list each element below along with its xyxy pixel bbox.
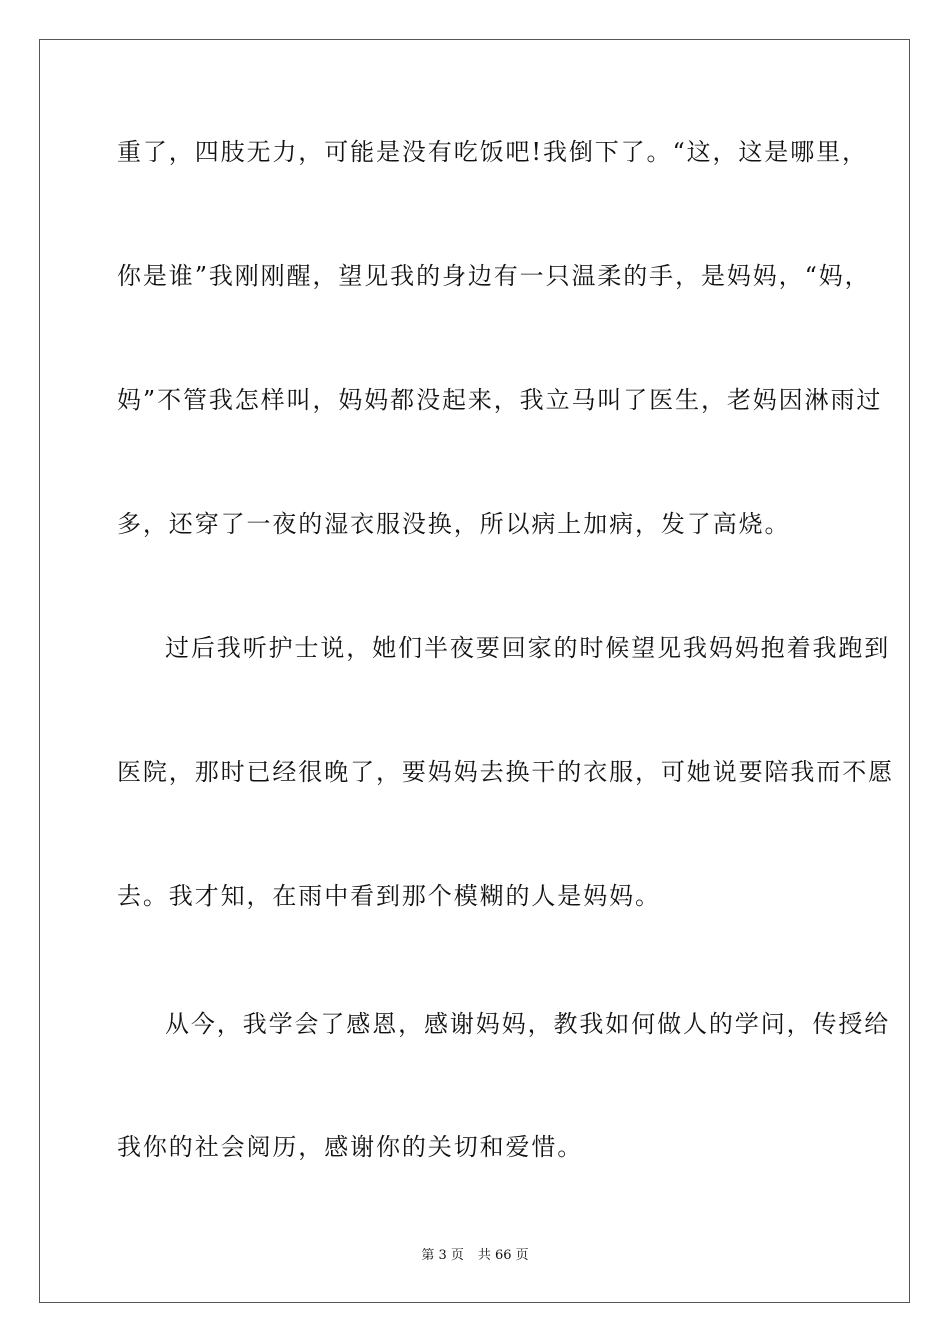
text-line-3: 妈”不管我怎样叫，妈妈都没起来，我立马叫了医生，老妈因淋雨过 [117,386,883,414]
page-footer [0,1247,950,1265]
page-border [39,39,910,1303]
text-line-1: 重了，四肢无力，可能是没有吃饭吧!我倒下了。“这，这是哪里， [117,138,868,166]
paragraph-2-line-1: 过后我听护士说，她们半夜要回家的时候望见我妈妈抱着我跑到 [165,634,891,662]
text-line-2: 你是谁”我刚刚醒，望见我的身边有一只温柔的手，是妈妈，“妈， [117,262,871,290]
paragraph-2-line-3: 去。我才知，在雨中看到那个模糊的人是妈妈。 [117,882,661,910]
page-number: 第 3 页 [421,1248,464,1263]
page-total: 共 66 页 [477,1248,529,1263]
paragraph-3-line-2: 我你的社会阅历，感谢你的关切和爱惜。 [117,1133,584,1161]
paragraph-3-line-1: 从今，我学会了感恩，感谢妈妈，教我如何做人的学问，传授给 [165,1010,891,1038]
paragraph-2-line-2: 医院，那时已经很晚了，要妈妈去换干的衣服，可她说要陪我而不愿 [117,758,894,786]
text-line-4: 多，还穿了一夜的湿衣服没换，所以病上加病，发了高烧。 [117,510,791,538]
